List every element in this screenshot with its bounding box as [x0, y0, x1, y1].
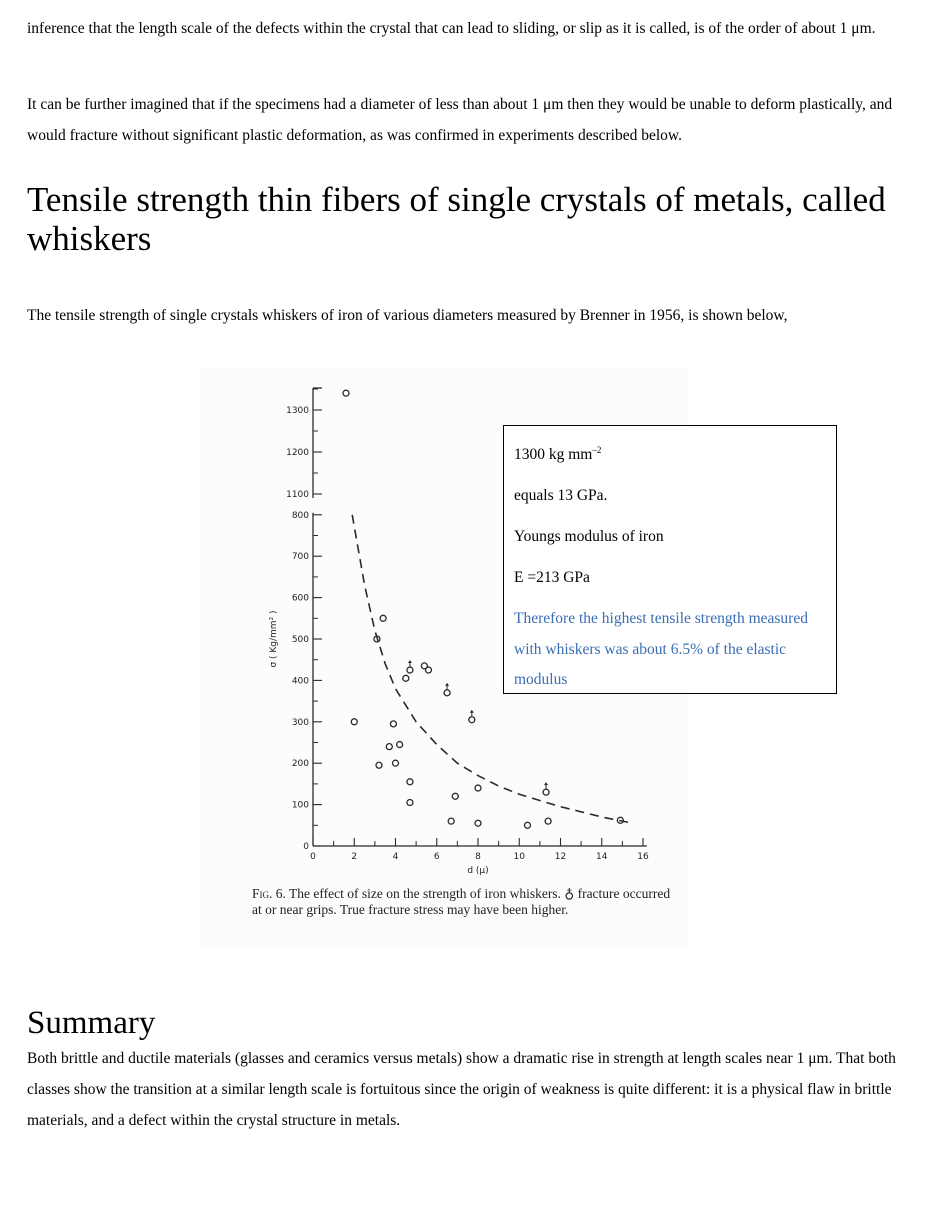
- y-tick-label: 1200: [286, 448, 309, 458]
- x-tick-label: 6: [433, 852, 440, 862]
- note-strength-exponent: –2: [592, 445, 602, 455]
- grip-fracture-point: [444, 690, 450, 696]
- note-strength-value: 1300 kg mm: [514, 446, 593, 463]
- section-heading-whiskers: Tensile strength thin fibers of single crystals of metals, called whiskers: [27, 180, 886, 258]
- summary-heading: Summary: [27, 1005, 156, 1041]
- data-point: [397, 742, 403, 748]
- x-tick-label: 14: [596, 852, 608, 862]
- data-point: [403, 675, 409, 681]
- note-modulus-label: Youngs modulus of iron: [514, 528, 664, 545]
- y-axis-label: σ ( Kg/mm² ): [269, 610, 279, 668]
- grip-fracture-point: [469, 717, 475, 723]
- note-strength-line: [514, 430, 826, 475]
- data-point: [380, 615, 386, 621]
- y-tick-label: 1100: [286, 490, 309, 500]
- x-tick-label: 12: [554, 852, 567, 862]
- data-point: [351, 719, 357, 725]
- y-tick-label: 200: [291, 759, 309, 770]
- data-point: [475, 820, 481, 826]
- caption-text-2: fracture occurred at or near grips. True fracture stress may have been higher.: [252, 886, 671, 917]
- grip-symbol: ♁: [564, 886, 575, 901]
- x-tick-label: 8: [475, 852, 481, 862]
- x-tick-label: 0: [310, 852, 316, 862]
- y-tick-label: 0: [303, 842, 309, 852]
- data-point: [407, 779, 413, 785]
- grip-fracture-point: [407, 667, 413, 673]
- y-tick-label: 300: [291, 717, 309, 728]
- data-point: [390, 721, 396, 727]
- summary-text: Both brittle and ductile materials (glasses and ceramics versus metals) show a dramatic rise in strength at length scales near 1 μm. That both classes show the transition at a similar length scale is fortuitous since the origin of weakness is quite different: it is a physical flaw in brittle materials, and a defect within the crystal structure in metals.: [27, 1050, 896, 1129]
- y-tick-label: 1300: [286, 406, 309, 416]
- data-point: [393, 760, 399, 766]
- data-point: [376, 762, 382, 768]
- y-tick-label: 400: [291, 676, 309, 687]
- paragraph-brenner: The tensile strength of single crystals whiskers of iron of various diameters measured by Brenner in 1956, is shown below,: [27, 307, 788, 324]
- x-tick-label: 4: [392, 852, 399, 862]
- note-modulus-value: E =213 GPa: [514, 569, 590, 586]
- note-conclusion: Therefore the highest tensile strength measured with whiskers was about 6.5% of the elastic modulus: [514, 610, 808, 688]
- grip-fracture-point: [543, 789, 549, 795]
- data-point: [545, 818, 551, 824]
- data-point: [407, 800, 413, 806]
- figure-caption: [252, 886, 682, 917]
- grip-arrow-head: [544, 782, 548, 785]
- data-point: [343, 390, 349, 396]
- grip-arrow-head: [408, 660, 412, 663]
- data-point: [448, 818, 454, 824]
- grip-arrow-head: [470, 710, 474, 713]
- annotation-box: [503, 425, 837, 694]
- data-point: [386, 744, 392, 750]
- y-tick-label: 500: [291, 635, 309, 645]
- note-gpa-line: equals 13 GPa.: [514, 487, 608, 504]
- x-tick-label: 2: [351, 852, 358, 862]
- data-point: [452, 793, 458, 799]
- y-tick-label: 700: [291, 552, 309, 563]
- x-tick-label: 16: [637, 852, 649, 862]
- y-tick-label: 100: [291, 800, 309, 811]
- paragraph-imagine: It can be further imagined that if the specimens had a diameter of less than about 1 μm then they would be unable to deform plastically, and would fracture without significant plastic deformation, as was confirmed in experiments described below.: [27, 96, 893, 144]
- x-axis-label: d (μ): [467, 866, 489, 876]
- paragraph-intro: inference that the length scale of the defects within the crystal that can lead to sliding, or slip as it is called, is of the order of about 1 μm.: [27, 20, 876, 37]
- x-tick-label: 10: [513, 852, 525, 862]
- caption-text: The effect of size on the strength of iron whiskers.: [285, 886, 565, 901]
- grip-arrow-head: [445, 683, 449, 686]
- y-tick-label: 800: [291, 510, 309, 521]
- caption-label: Fig. 6.: [252, 886, 286, 901]
- data-point: [426, 667, 432, 673]
- data-point: [525, 822, 531, 828]
- data-point: [475, 785, 481, 791]
- y-tick-label: 600: [291, 593, 309, 604]
